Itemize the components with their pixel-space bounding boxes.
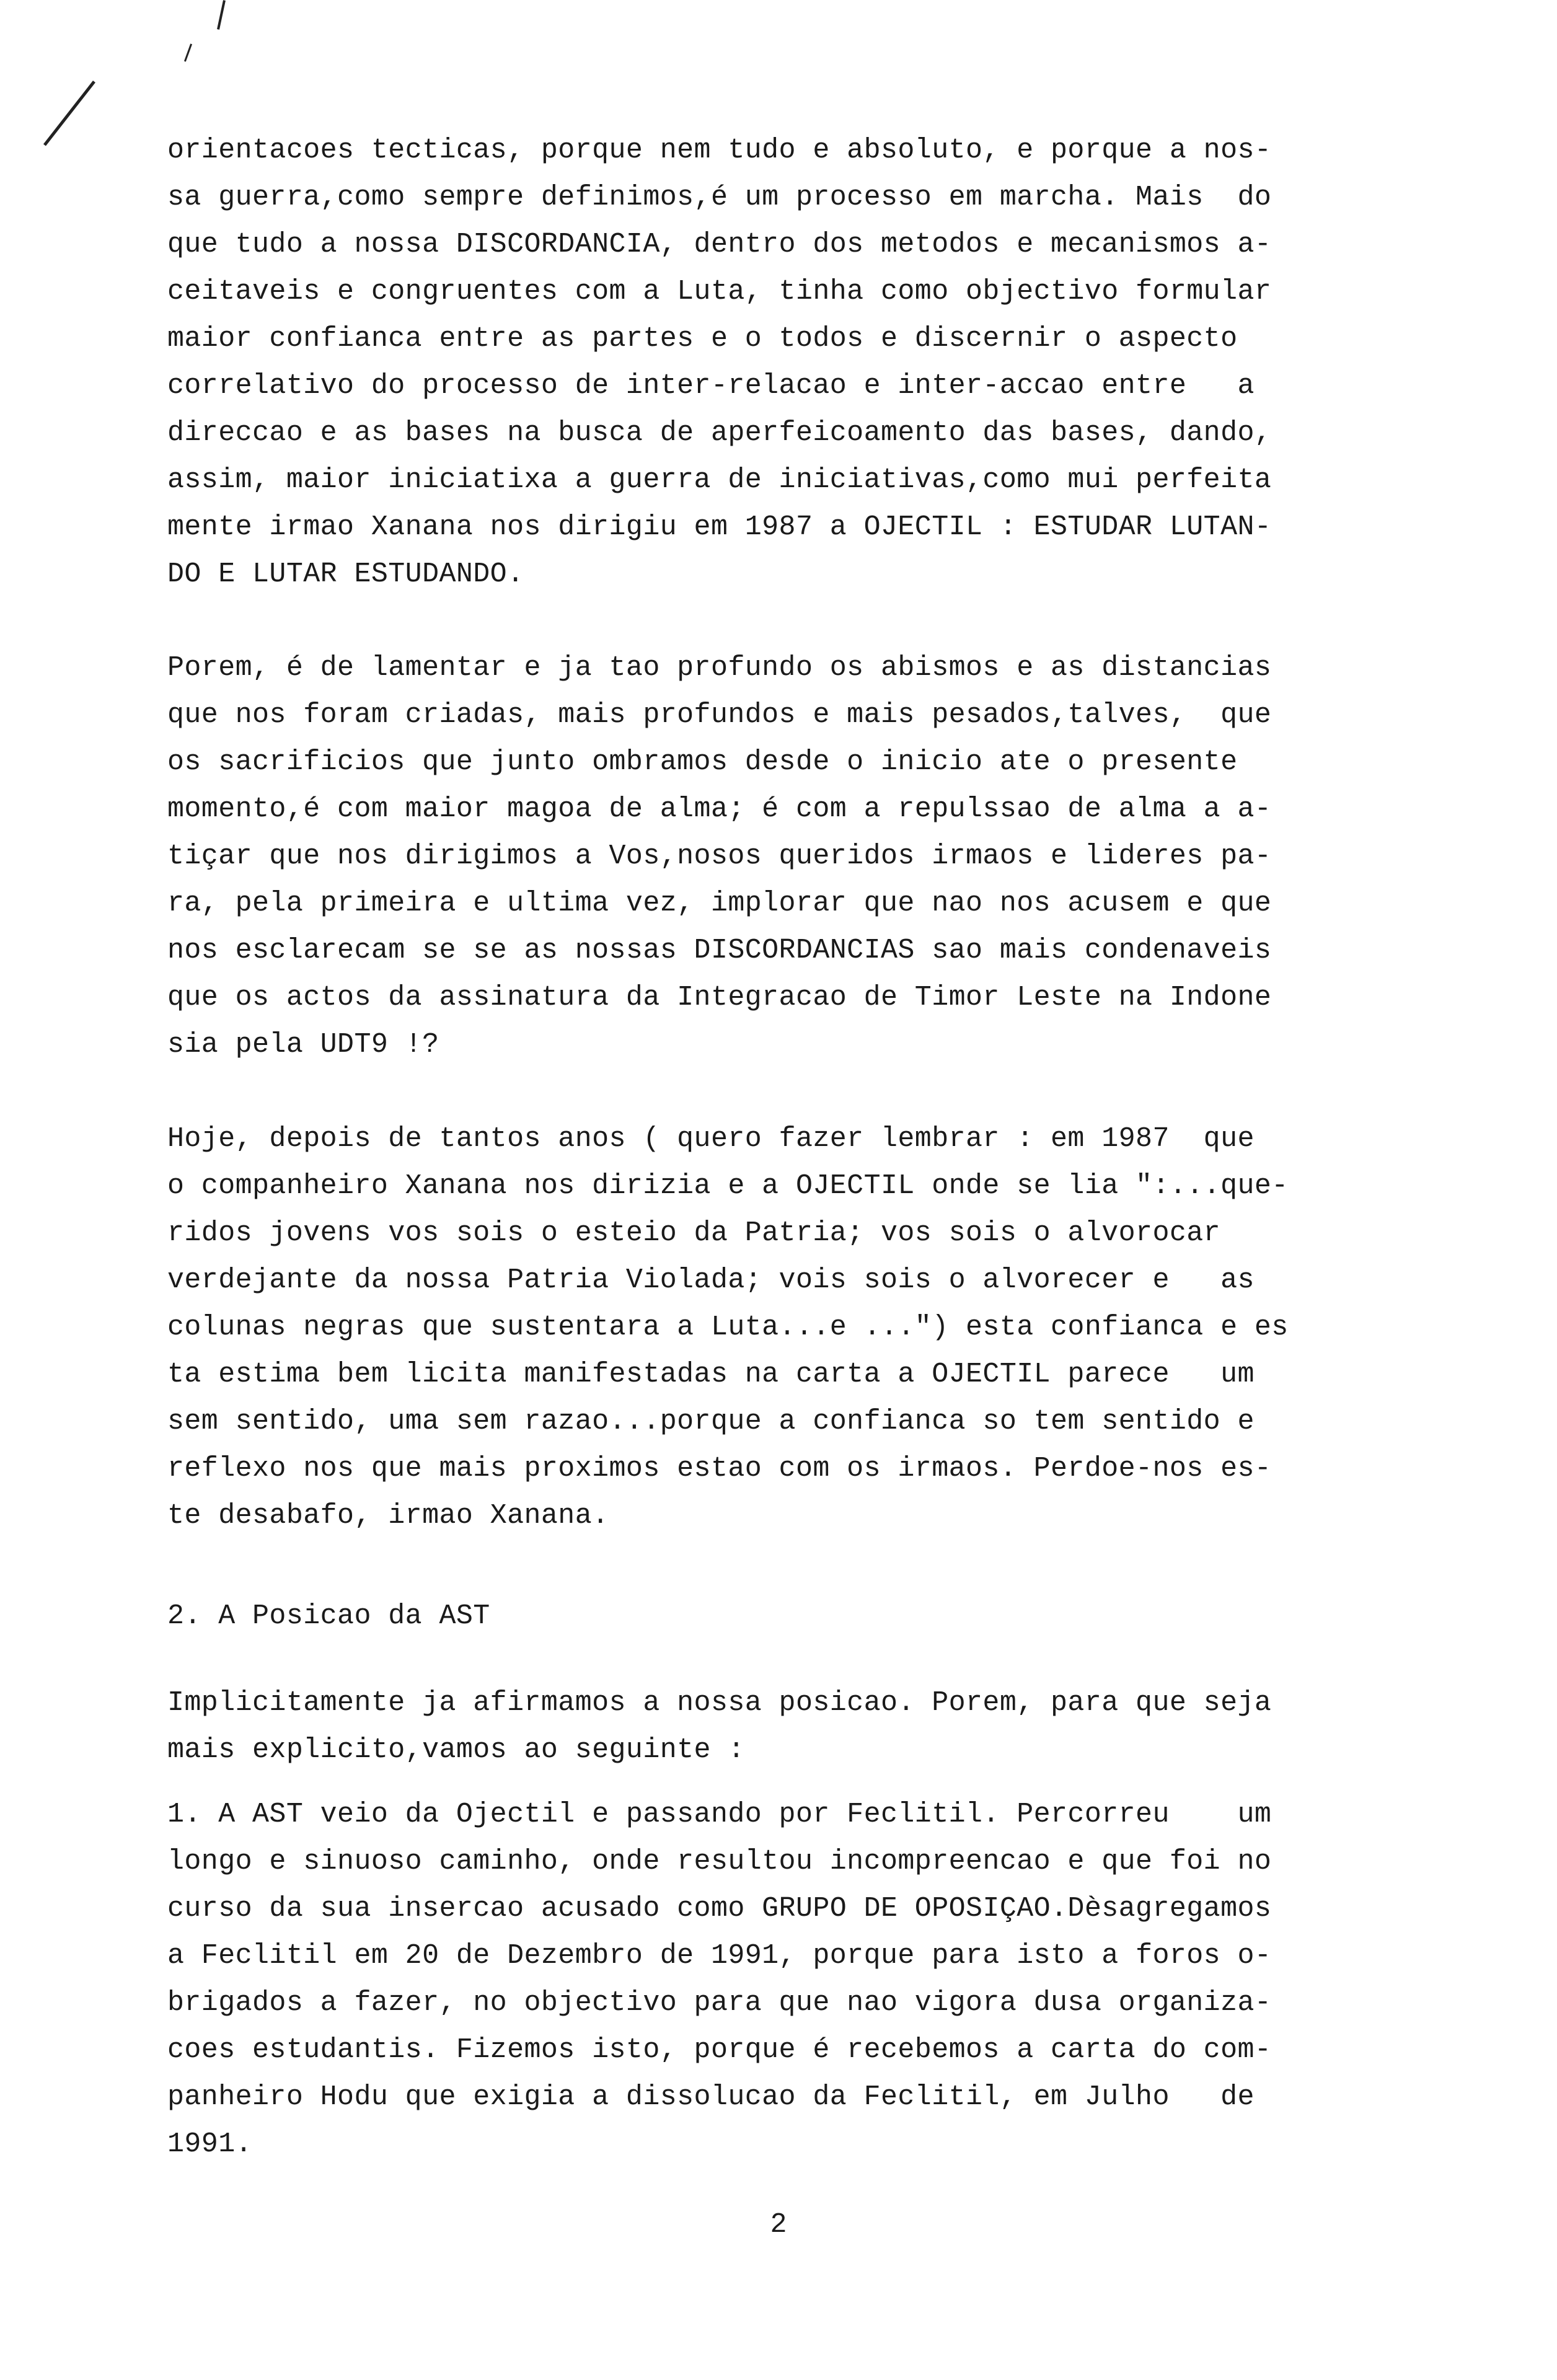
text-line: os sacrificios que junto ombramos desde o inicio ate o presente xyxy=(167,746,1238,778)
paragraph-5 xyxy=(167,1791,1413,2168)
text-line: momento,é com maior magoa de alma; é com a repulssao de alma a a- xyxy=(167,793,1272,825)
text-line: DO E LUTAR ESTUDANDO. xyxy=(167,558,524,590)
text-line: ta estima bem licita manifestadas na carta a OJECTIL parece um xyxy=(167,1359,1255,1390)
text-line: sa guerra,como sempre definimos,é um processo em marcha. Mais do xyxy=(167,182,1272,213)
text-line: tiçar que nos dirigimos a Vos,nosos queridos irmaos e lideres pa- xyxy=(167,840,1272,872)
text-line: 1. A AST veio da Ojectil e passando por Feclitil. Percorreu um xyxy=(167,1799,1272,1830)
paragraph-2 xyxy=(167,645,1413,1069)
text-line: a Feclitil em 20 de Dezembro de 1991, porque para isto a foros o- xyxy=(167,1940,1272,1972)
text-line: ra, pela primeira e ultima vez, implorar que nao nos acusem e que xyxy=(167,888,1272,919)
text-line: direccao e as bases na busca de aperfeicoamento das bases, dando, xyxy=(167,417,1272,449)
text-line: ceitaveis e congruentes com a Luta, tinha como objectivo formular xyxy=(167,276,1272,307)
text-line: que os actos da assinatura da Integracao de Timor Leste na Indone xyxy=(167,982,1272,1013)
paragraph-4 xyxy=(167,1680,1413,1774)
text-line: longo e sinuoso caminho, onde resultou incompreencao e que foi no xyxy=(167,1846,1272,1877)
text-line: orientacoes tecticas, porque nem tudo e absoluto, e porque a nos- xyxy=(167,134,1272,166)
text-line: Porem, é de lamentar e ja tao profundo os abismos e as distancias xyxy=(167,652,1272,684)
text-line: que tudo a nossa DISCORDANCIA, dentro dos metodos e mecanismos a- xyxy=(167,229,1272,260)
text-line: colunas negras que sustentara a Luta...e ...") esta confianca e es xyxy=(167,1311,1289,1343)
scan-mark xyxy=(184,43,192,61)
page-number: 2 xyxy=(770,2209,787,2241)
text-line: o companheiro Xanana nos dirizia e a OJECTIL onde se lia ":...que- xyxy=(167,1170,1289,1202)
text-line: mais explicito,vamos ao seguinte : xyxy=(167,1734,745,1766)
text-line: ridos jovens vos sois o esteio da Patria; vos sois o alvorocar xyxy=(167,1217,1221,1249)
scan-mark xyxy=(217,0,226,30)
text-line: Hoje, depois de tantos anos ( quero fazer lembrar : em 1987 que xyxy=(167,1123,1255,1155)
text-line: nos esclarecam se se as nossas DISCORDANCIAS sao mais condenaveis xyxy=(167,935,1272,966)
paragraph-3 xyxy=(167,1116,1413,1540)
scan-mark xyxy=(43,81,95,146)
text-line: correlativo do processo de inter-relacao e inter-accao entre a xyxy=(167,370,1255,402)
paragraph-1 xyxy=(167,127,1413,598)
text-line: panheiro Hodu que exigia a dissolucao da Feclitil, em Julho de xyxy=(167,2081,1255,2113)
text-line: 1991. xyxy=(167,2128,253,2160)
text-line: assim, maior iniciatixa a guerra de iniciativas,como mui perfeita xyxy=(167,464,1272,496)
text-line: curso da sua insercao acusado como GRUPO DE OPOSIÇAO.Dèsagregamos xyxy=(167,1893,1272,1924)
text-line: verdejante da nossa Patria Violada; vois sois o alvorecer e as xyxy=(167,1264,1255,1296)
text-line: Implicitamente ja afirmamos a nossa posicao. Porem, para que seja xyxy=(167,1687,1272,1719)
heading-text: 2. A Posicao da AST xyxy=(167,1600,490,1632)
text-line: que nos foram criadas, mais profundos e mais pesados,talves, que xyxy=(167,699,1272,731)
text-line: maior confianca entre as partes e o todos e discernir o aspecto xyxy=(167,323,1238,355)
text-line: te desabafo, irmao Xanana. xyxy=(167,1500,609,1532)
text-line: coes estudantis. Fizemos isto, porque é recebemos a carta do com- xyxy=(167,2034,1272,2066)
text-line: sia pela UDT9 !? xyxy=(167,1029,439,1060)
text-line: sem sentido, uma sem razao...porque a confianca so tem sentido e xyxy=(167,1406,1255,1437)
section-heading xyxy=(167,1593,1413,1640)
text-line: brigados a fazer, no objectivo para que nao vigora dusa organiza- xyxy=(167,1987,1272,2019)
text-line: mente irmao Xanana nos dirigiu em 1987 a OJECTIL : ESTUDAR LUTAN- xyxy=(167,511,1272,543)
text-line: reflexo nos que mais proximos estao com os irmaos. Perdoe-nos es- xyxy=(167,1453,1272,1484)
